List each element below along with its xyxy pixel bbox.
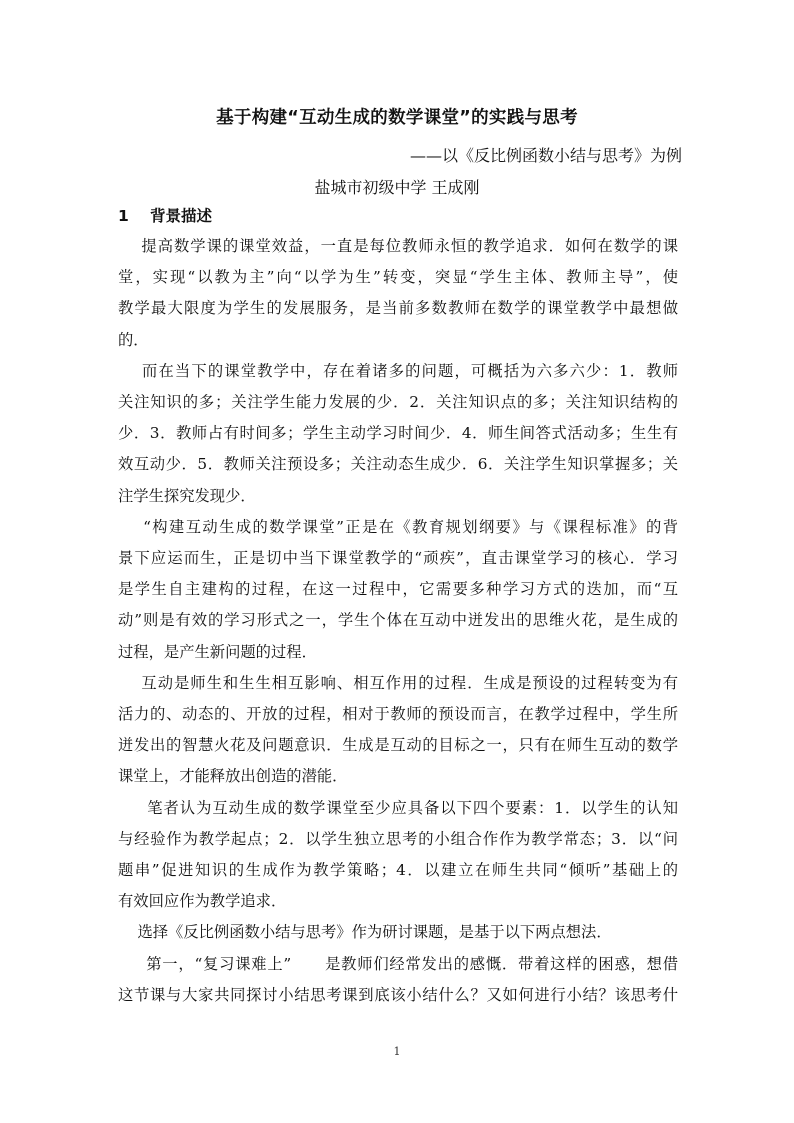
section-title: 背景描述 <box>150 207 213 225</box>
text-line: 景下应运而生，正是切中当下课堂教学的“顽疾”，直击课堂学习的核心．学习 <box>118 549 678 567</box>
text-line: 课堂上，才能释放出创造的潜能． <box>118 767 348 786</box>
page-number: 1 <box>393 1045 401 1058</box>
text-line: 教学最大限度为学生的发展服务，是当前多数教师在数学的课堂教学中最想做 <box>118 299 678 318</box>
text-line: 活力的、动态的、开放的过程，相对于教师的预设而言，在教学过程中，学生所 <box>118 705 678 723</box>
text-line: 堂，实现“以教为主”向“以学为生”转变，突显“学生主体、教师主导”，使 <box>118 268 678 287</box>
text-line: 笔者认为互动生成的数学课堂至少应具备以下四个要素：1．以学生的认知 <box>118 798 678 817</box>
text-line: 效互动少．5．教师关注预设多；关注动态生成少．6．关注学生知识掌握多；关 <box>118 455 678 474</box>
text-line: 少．3．教师占有时间多；学生主动学习时间少．4．师生间答式活动多；生生有 <box>118 424 678 443</box>
text-line: 过程，是产生新问题的过程． <box>118 642 317 661</box>
text-line: 与经验作为教学起点；2．以学生独立思考的小组合作作为教学常态；3．以“问 <box>118 829 678 848</box>
text-line: 的． <box>118 330 149 349</box>
text-line: 有效回应作为教学追求． <box>118 892 287 911</box>
text-line: 注学生探究发现少． <box>118 486 256 505</box>
text-line: 题串”促进知识的生成作为教学策略；4．以建立在师生共同“倾听”基础上的 <box>118 861 678 879</box>
text-line: 提高数学课的课堂效益，一直是每位教师永恒的教学追求．如何在数学的课 <box>118 237 678 255</box>
text-line: 第一，“复习课难上” 是教师们经常发出的感慨．带着这样的困惑，想借 <box>118 954 678 973</box>
text-line: 这节课与大家共同探讨小结思考课到底该小结什么？又如何进行小结？该思考什 <box>118 985 678 1004</box>
text-line: 而在当下的课堂教学中，存在着诸多的问题，可概括为六多六少：1．教师 <box>118 361 678 380</box>
text-line: “构建互动生成的数学课堂”正是在《教育规划纲要》与《课程标准》的背 <box>118 517 678 536</box>
text-line: 互动是师生和生生相互影响、相互作用的过程．生成是预设的过程转变为有 <box>118 673 678 692</box>
section-heading <box>118 204 212 226</box>
author-line: 盐城市初级中学 王成刚 <box>314 178 480 197</box>
text-line: 迸发出的智慧火花及问题意识．生成是互动的目标之一，只有在师生互动的数学 <box>118 736 678 755</box>
text-line: 是学生自主建构的过程，在这一过程中，它需要多种学习方式的迭加，而“互 <box>118 580 678 599</box>
text-line: 选择《反比例函数小结与思考》作为研讨课题，是基于以下两点想法． <box>118 923 612 942</box>
document-subtitle: ——以《反比例函数小结与思考》为例 <box>409 146 682 165</box>
document-title: 基于构建“互动生成的数学课堂”的实践与思考 <box>216 108 578 128</box>
text-line: 关注知识的多；关注学生能力发展的少．2．关注知识点的多；关注知识结构的 <box>118 393 678 411</box>
section-number: 1 <box>118 207 129 225</box>
text-line: 动”则是有效的学习形式之一，学生个体在互动中迸发出的思维火花，是生成的 <box>118 611 678 630</box>
